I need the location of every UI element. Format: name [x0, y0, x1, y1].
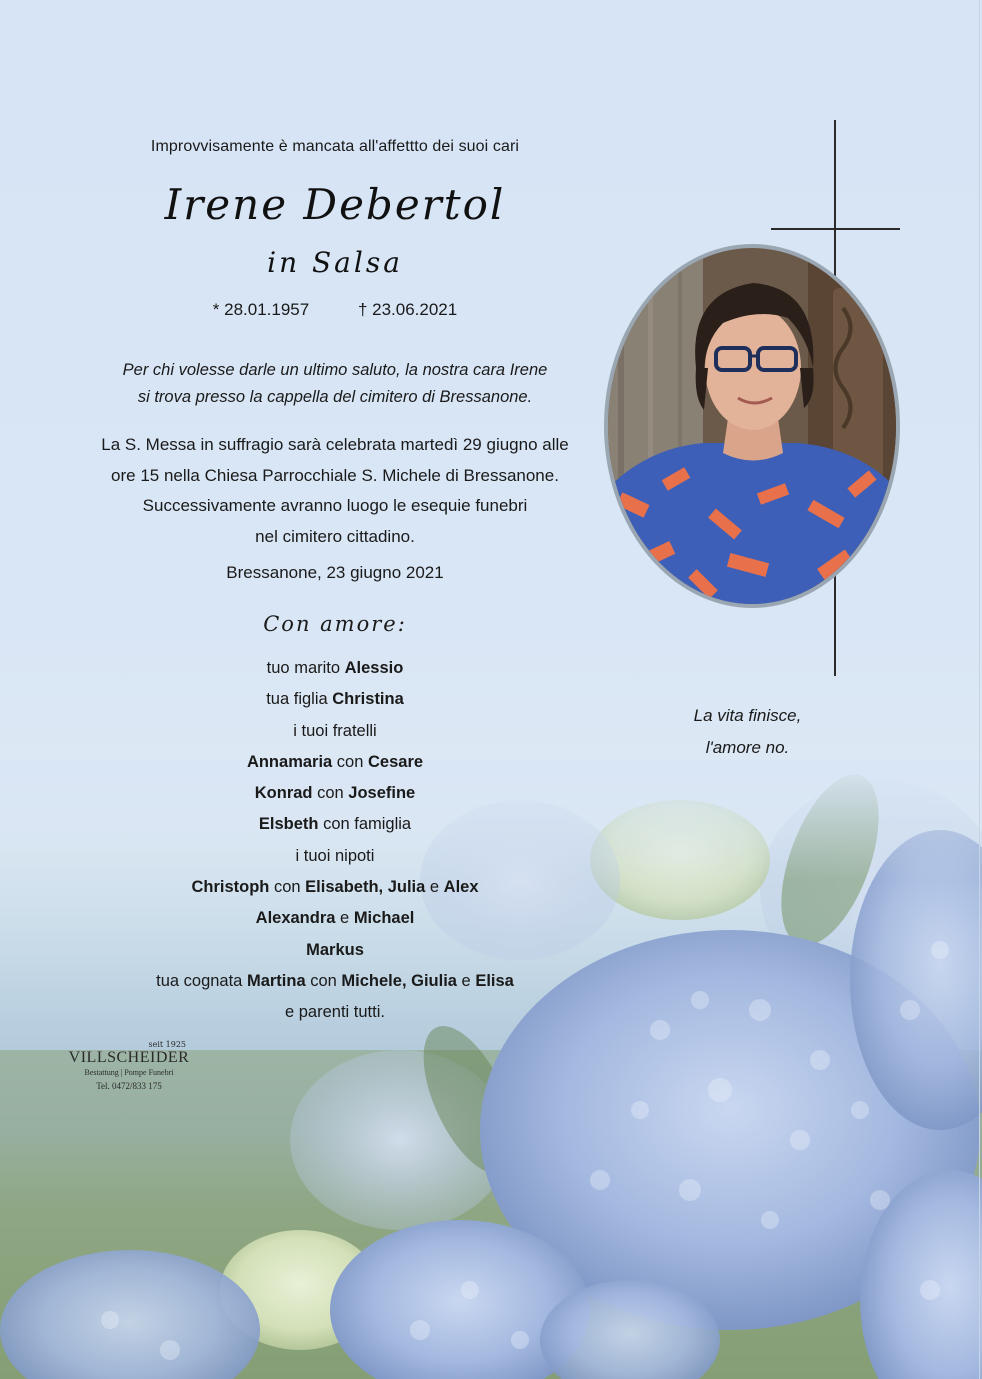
mass-line: ore 15 nella Chiesa Parrocchiale S. Michele di Bressanone. — [111, 465, 559, 485]
family-relation-text: tuo marito — [266, 659, 345, 677]
undertaker-logo — [58, 1040, 200, 1093]
family-member-line — [100, 653, 570, 684]
portrait-illustration — [608, 248, 896, 604]
family-member-name: Josefine — [348, 784, 416, 803]
family-member-line — [100, 935, 570, 966]
family-member-name: Alex — [443, 878, 479, 897]
family-member-name: Michael — [353, 909, 415, 928]
family-member-line — [100, 872, 570, 903]
family-member-name: Elisa — [475, 971, 514, 990]
family-list — [100, 653, 570, 1029]
logo-since: seit 1925 — [148, 1040, 186, 1049]
cross-icon-bar — [771, 228, 900, 230]
mass-line: La S. Messa in suffragio sarà celebrata martedì 29 giugno alle — [101, 435, 569, 454]
logo-subtitle: Bestattung | Pompe Funebri — [84, 1068, 174, 1077]
logo-name: VILLSCHEIDER — [68, 1049, 190, 1066]
family-member-name: Martina — [246, 971, 306, 990]
family-member-name: Elsbeth — [258, 815, 319, 834]
family-member-line — [100, 684, 570, 715]
family-member-line — [100, 747, 570, 778]
mass-line: nel cimitero cittadino. — [255, 526, 415, 546]
family-relation-text: tua figlia — [266, 690, 333, 709]
family-member-line — [100, 997, 570, 1028]
memorial-quote — [640, 700, 855, 764]
married-name: in Salsa — [267, 246, 403, 279]
portrait-photo — [608, 248, 896, 604]
death-date: † 23.06.2021 — [357, 300, 458, 319]
family-relation-text: con — [332, 752, 368, 771]
page-edge — [979, 0, 980, 1379]
family-relation-text: e — [335, 909, 354, 928]
deceased-name: Irene Debertol — [164, 180, 506, 229]
family-relation-text: con — [305, 971, 342, 990]
place-date: Bressanone, 23 giugno 2021 — [226, 563, 444, 582]
family-relation-text: i tuoi nipoti — [295, 846, 375, 865]
visitation-line: Per chi volesse darle un ultimo saluto, la nostra cara Irene — [122, 361, 548, 379]
family-member-name: Markus — [306, 940, 364, 959]
family-relation-text: tua cognata — [156, 971, 247, 990]
family-member-line — [100, 903, 570, 934]
family-member-name: Annamaria — [246, 752, 333, 771]
family-member-name: Michele, Giulia — [341, 971, 457, 990]
mass-line: Successivamente avranno luogo le esequie funebri — [142, 496, 528, 515]
family-member-line — [100, 966, 570, 997]
family-member-name: Konrad — [254, 784, 313, 803]
quote-line: l'amore no. — [705, 738, 790, 757]
family-member-name: Christoph — [191, 878, 270, 897]
family-member-name: Elisabeth, Julia — [305, 878, 426, 897]
visitation-line: si trova presso la cappella del cimitero di Bressanone. — [137, 388, 533, 406]
family-member-line — [100, 809, 570, 840]
logo-phone: Tel. 0472/833 175 — [96, 1081, 162, 1091]
family-relation-text: e — [425, 878, 444, 897]
life-dates — [100, 300, 570, 320]
intro-text: Improvvisamente è mancata all'affettto dei suoi cari — [150, 138, 520, 155]
visitation-info — [90, 357, 580, 411]
family-member-name: Alessio — [344, 659, 404, 677]
family-member-name: Cesare — [368, 752, 424, 771]
family-member-line — [100, 778, 570, 809]
family-member-name: Christina — [332, 690, 404, 709]
family-member-line — [100, 716, 570, 747]
family-relation-text: con — [269, 878, 306, 897]
family-member-name: Alexandra — [255, 909, 336, 928]
family-relation-text: con famiglia — [318, 815, 412, 834]
family-relation-text: con — [312, 784, 349, 803]
family-relation-text: i tuoi fratelli — [293, 721, 377, 740]
family-relation-text: e parenti tutti. — [285, 1003, 385, 1022]
with-love-heading: Con amore: — [263, 612, 407, 636]
family-relation-text: e — [456, 971, 476, 990]
quote-line: La vita finisce, — [693, 706, 802, 725]
family-member-line — [100, 841, 570, 872]
funeral-mass-info — [90, 430, 580, 552]
birth-date: * 28.01.1957 — [212, 300, 310, 319]
